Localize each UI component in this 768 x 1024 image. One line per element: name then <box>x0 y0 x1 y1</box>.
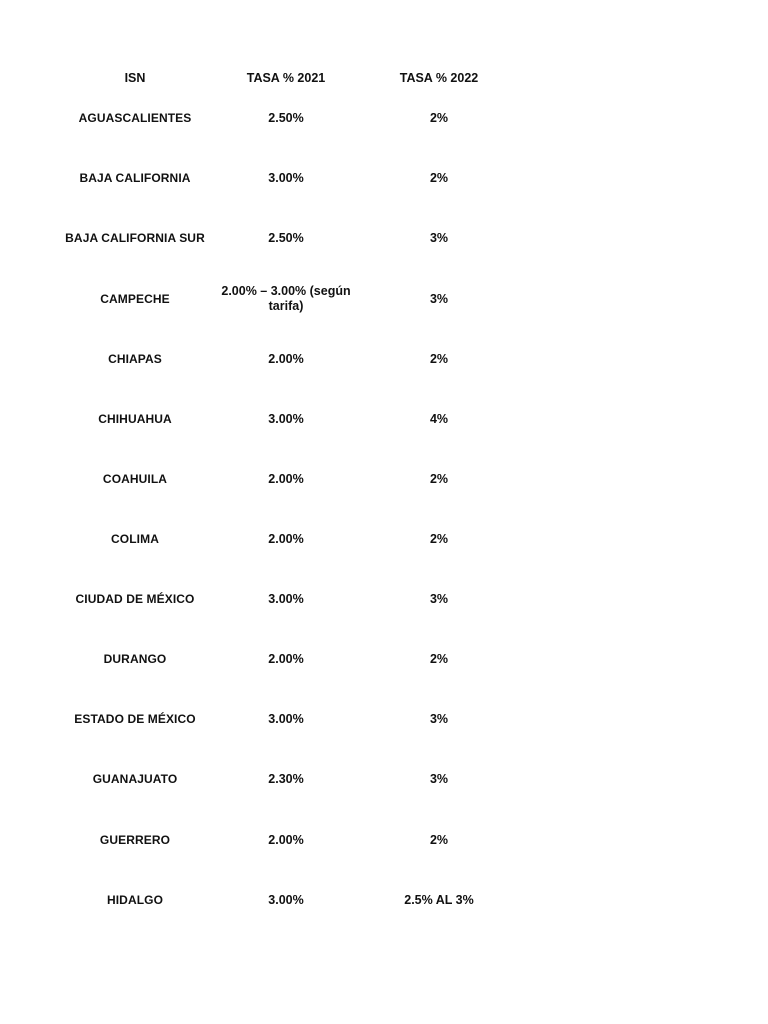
rate-2021: 2.00% <box>268 833 304 847</box>
table-row <box>55 472 525 487</box>
rate-2021: 2.00% – 3.00% (según tarifa) <box>221 284 351 313</box>
state-name: DURANGO <box>103 652 167 666</box>
rate-2021: 2.00% <box>268 472 304 486</box>
state-name: BAJA CALIFORNIA <box>79 171 191 185</box>
table-row <box>55 171 525 186</box>
header-isn: ISN <box>124 71 146 85</box>
state-name: COAHUILA <box>102 472 168 486</box>
rate-2021: 3.00% <box>268 893 304 907</box>
rate-2021: 3.00% <box>268 712 304 726</box>
rate-2021: 2.30% <box>268 772 304 786</box>
rate-2022: 4% <box>429 412 449 426</box>
rate-2021: 3.00% <box>268 412 304 426</box>
table-row <box>55 712 525 727</box>
rate-2021: 2.50% <box>268 231 304 245</box>
header-tasa-2022: TASA % 2022 <box>399 71 479 85</box>
table-row <box>55 231 525 246</box>
rate-2021: 3.00% <box>268 592 304 606</box>
rate-2021: 2.00% <box>268 532 304 546</box>
rate-2022: 3% <box>429 712 449 726</box>
rate-2022: 2% <box>429 532 449 546</box>
state-name: GUANAJUATO <box>92 772 178 786</box>
table-row <box>55 652 525 667</box>
state-name: BAJA CALIFORNIA SUR <box>65 231 205 245</box>
state-name: CHIHUAHUA <box>98 412 172 426</box>
table-row <box>55 284 525 314</box>
rate-2022: 2.5% AL 3% <box>404 893 474 907</box>
state-name: CAMPECHE <box>100 291 170 306</box>
rate-2022: 2% <box>429 652 449 666</box>
state-name: CIUDAD DE MÉXICO <box>75 592 195 606</box>
rate-2021: 2.00% <box>268 352 304 366</box>
rate-2021: 2.50% <box>268 111 304 125</box>
rate-2022: 2% <box>429 833 449 847</box>
table-row <box>55 833 525 848</box>
rate-2022: 3% <box>429 231 449 245</box>
header-tasa-2021: TASA % 2021 <box>246 71 326 85</box>
state-name: HIDALGO <box>106 893 164 907</box>
table-row <box>55 532 525 547</box>
state-name: AGUASCALIENTES <box>78 111 192 125</box>
state-name: ESTADO DE MÉXICO <box>74 712 196 726</box>
table-row <box>55 893 525 908</box>
state-name: CHIAPAS <box>108 352 162 366</box>
table-row <box>55 352 525 367</box>
rate-2022: 2% <box>429 352 449 366</box>
rate-2022: 3% <box>429 772 449 786</box>
table-row <box>55 592 525 607</box>
table-header-row <box>55 71 525 86</box>
rate-2022: 3% <box>429 291 449 306</box>
rate-2022: 2% <box>429 472 449 486</box>
rate-2021: 2.00% <box>268 652 304 666</box>
table-row <box>55 111 525 126</box>
rate-2022: 2% <box>429 111 449 125</box>
table-row <box>55 412 525 427</box>
rate-2021: 3.00% <box>268 171 304 185</box>
state-name: GUERRERO <box>99 833 171 847</box>
state-name: COLIMA <box>111 532 159 546</box>
rate-2022: 2% <box>429 171 449 185</box>
rate-2022: 3% <box>429 592 449 606</box>
table-row <box>55 772 525 787</box>
